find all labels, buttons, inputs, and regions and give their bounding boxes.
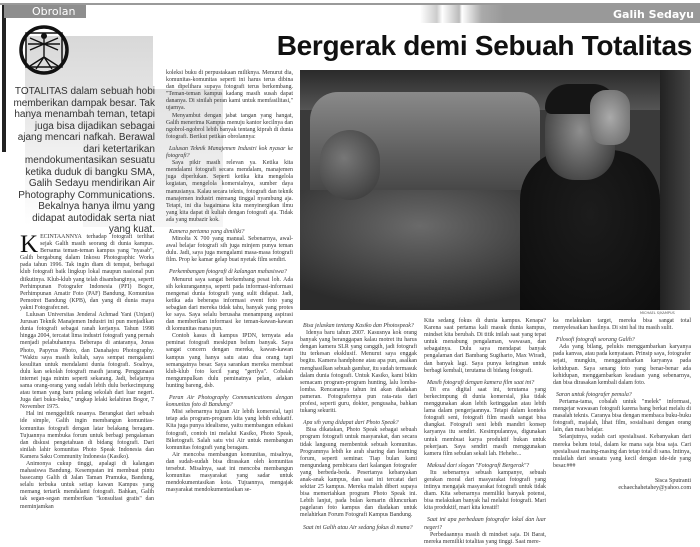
article-paragraph: Animonya cukup tinggi, apalagi di kalangan mahasiswa Bandung. Kesempatan ini membuat pintu basecamp Galih di Jalan Taman Pramuka, Bandung, selalu terbuka untuk setiap kawan Kampus yang memang tertarik mendalami fotografi. Bahkan, Galih tak segan-segan memberikan "konsultasi gratis" dan meminjamkan [20, 461, 154, 510]
article-paragraph: ka melakukan target, mereka bisa sangat total menyelesaikan hasilnya. Di sini hal itu masih sulit. [553, 318, 691, 332]
article-paragraph: Bisa dikatakan, Photo Speak sebagai sebuah program fotografi untuk masyarakat, dan secara tidak langsung membentuk sebuah komunitas. Programnya lebih ke arah sharing dan learning forum, seperti seminar. Tiap bulan kami mengundang pembicara dari kalangan fotografer yang berbeda-beda. Pesertanya kebanyakan anak-anak kampus, dan saat ini tercatat dari sekitar 25 kampus. Mereka malah diberi supaya bisa memeriahkan program Photo Speak ini. Lebih lanjut, pada bulan kemarin diluncurkan pagelaran foto kampus dan diadakan untuk melahirkan Forum Fotografi Kampus Bandung. [300, 427, 417, 519]
writer-email: echaechahetahey@yahoo.com [618, 485, 691, 492]
photo-man-hand [590, 90, 630, 145]
article-paragraph: Minolta X 700 yang manual. Sebenarnya, awal-awal belajar fotografi sih juga minjem punya teman dulu. Jadi, saya juga mengalami masa-masa fotografi film. Prop ke kamar gelap buat nyetak film sendiri. [166, 236, 293, 264]
article-paragraph: Kita sedang fokus di dunia kampus. Kenapa? Karena saat pertama kali masuk dunia kampus, mindset kita berubah. Di titik inilah saat yang tepat untuk menabung pengalaman, wawasan, dan sebagainya. Dulu saya mendapat banyak pengalaman dari Bambang Sugiharto, Max Wiradi, dan banyak lagi. Saya punya keinginan untuk berbagi kembali, terutama di bidang fotografi. [424, 318, 546, 374]
photo-credit: MICHAEL S/KAMPUS [640, 311, 675, 315]
article-column-4 [424, 318, 546, 546]
article-paragraph: Ada yang bilang, pelukis menggambarkan karyanya pada kanvas, atau pada kenyataan. Prinsip saya, fotografer sejati, mungkin, menggambarkan karyanya pada kehidupan. Saya senang foto yang benar-benar ada kehidupan, menggambarkan keadaan yang sebenarnya, dan bisa dirasakan kembali dalam foto. [553, 344, 691, 386]
article-paragraph [20, 231, 154, 312]
interview-question: Peran Air Photography Communications dengan komunitas foto di Bandung? [166, 395, 293, 409]
intro-lead: TOTALITAS dalam sebuah hobi memberikan dampak besar. Tak hanya menambah teman, tetapi juga bisa dijadikan sebagai ajang mencari nafkah. Berawal dari ketertarikan mendokumentasikan sesuatu ketika duduk di bangku SMA, Galih Sedayu mendirikan Air Photography Communications. Bekalnya hanya ilmu yang didapat autodidak serta niat yang kuat. [13, 86, 155, 235]
author-bar [420, 5, 700, 23]
interview-question: Bisa jelaskan tentang Kasiko dan Photospeak? [303, 323, 414, 329]
portrait-photo [300, 70, 690, 310]
article-paragraph: Idenya baru tahun 2007. Kasusnya kok orang banyak yang beranggapan kalau motret itu harus dengan kamera SLR yang canggih, jadi fotografi itu terkesan eksklusif. Menurut saya enggak begitu. Kamera handphone atau apa pun, asalkan menghasilkan sebuah gambar, itu sudah termasuk dalam dunia fotografi. Untuk Kasiko, kami bikin semacam program-program hunting, lalu lomba-lomba. Rencananya tahun ini akan diadakan pameran. Fotografernya pun rata-rata dari profesi, seperti guru, dokter, pengusaha, bahkan tukang sekuriti. [300, 330, 417, 415]
interview-question: Apa sih yang didapat dari Photo Speak? [303, 420, 399, 427]
article-paragraph: Menyambut dengan jabat tangan yang hangat, Galih menerima Kampus menuju kantor kecilnya dan ngobrol-ngobrol lebih banyak tentang kiprah di dunia fotografi. Berikut petikan obrolannya: [166, 112, 293, 140]
article-paragraph: Air mencoba membangun komunitas, misalnya, dan sudah-sudah bisa dirasakan oleh komunitas tersebut. Misalnya, saat ini mencoba membangun komunitas masyarakat yang sadar untuk mendokumentasikan kota. Tujuannya, mengajak masyarakat mendokumentasikan se- [166, 451, 293, 494]
interview-question: Saat ini apa perbedaan fotografer lokal dan luar negeri? [424, 517, 546, 531]
article-paragraph: koleksi buku di perpustakaan miliknya. Menurut dia, komunitas-komunitas seperti ini harus terus dibina dan dipelihara supaya fotografi terus berkembang. "Teman-teman kampus kadang masih susah dapat dananya. Di sinilah peran kami untuk memfasilitasi," ujarnya. [166, 70, 293, 112]
writer-name: Sisca Sputranti [654, 477, 691, 484]
article-column-1 [20, 231, 154, 511]
article-column-5 [553, 318, 691, 493]
interview-question: Maksud dari slogan "Fotografi Bergerak"? [427, 462, 530, 469]
interview-question: Saat ini Galih atau Air sedang fokus di mana? [303, 524, 413, 531]
article-paragraph: Lulusan Universitas Jenderal Achmad Yani (Unjani) Jurusan Teknik Manajemen Industri ini pun menjadikan dunia fotografi sebagai ranah kerjanya. Tahun 1998 hingga 2004, tercatat lima industri fotografi yang pernah menjadi pelabuhannya. Beberapa di antaranya, Jonas Photo, Papyrus Photo, dan Danahajeu Photography. "Waktu saya masih kuliah, saya sempat mengalami kesulitan untuk mendalami dunia fotografi. Soalnya, dulu kan sekolah fotografi masih jarang. Penggunaan internet juga minim seperti sekarang. Jadi, belajarnya sama orang-orang yang sudah lebih dulu berkecimpung atau teman yang baru pulang sekolah dari luar negeri. Juga dari buku-buku," ungkap lelaki kelahiran Bogor, 7 November 1975. [20, 312, 154, 411]
interview-question: Masih fotografi dengan kamera film saat ini? [427, 379, 535, 386]
article-paragraph: Contoh kasus di kampus IPDN, ternyata ada peminat fotografi meskipun belum banyak. Saya sangat concern dengan mereka, kawan-kawan kampus yang hanya satu atau dua orang tapi semangatnya besar. Saya sarankan mereka membuat klub-klub foto kecil yang "gerilya". Cobalah mengumpulkan dulu peminatnya pelan, adakan hunting bareng, dsb. [166, 333, 293, 389]
article-paragraph: Menurut saya sangat berkembang pesat loh. Ada sih kekurangannya, seperti pada informasi-informasi mengenai dunia fotografi yang sulit didapat. Jadi, ketika ada beberapa informasi event foto yang sebagian dari mereka tidak tahu, banyak yang protes ke saya. Saya selalu berusaha menampung aspirasi dan memberikan informasi ke teman-kawan-kawan di komunitas mana pun. [166, 276, 293, 333]
opening-text: ECINTAANNYA terhadap fotografi terlihat sejak Galih masih seorang di dunia kampus. Bersama teman-teman kampus yang "nyasab", Galih bergabung dalam Inkosu Photographic Works pada tahun 1996. Tak ingin diam di tempat, berbagai klub fotografi baik lingkup lokal maupun nasional pun diikutinya. Klub-klub yang telah disambanginya, seperti Perhimpunan Fotografer Indonesia (PFI) Bogor, Perhimpunan Amatir Foto (PAF) Bandung, Komunitas Pemotret Bandung (KPB), dan yang di dunia maya yakni Fotografer.net. [20, 234, 154, 311]
photo-right-edge [660, 70, 690, 310]
interview-question: Saran untuk fotografer pemula? [556, 391, 632, 398]
article-paragraph: Selanjutnya, sudah cari spesialisasi. Kebanyakan dari mereka belum total, dalam ke mana saja bisa saja. Cari spesialisasi masing-masing dan tetap total di sana. Intinya, mulailah dari sesuatu yang kecil dengan ide-ide yang besar.### [553, 434, 691, 469]
interview-question: Lulusan Teknik Manajemen Industri kok nyasar ke fotografi? [166, 145, 293, 160]
drop-cap: K [20, 231, 39, 258]
article-paragraph: Itu sebenarnya sebuah kampanye, sebuah gerakan moral dari masyarakat fotografi yang intinya mengajak masyarakat fotografi untuk tidak diam. Kita sebenarnya memiliki banyak potensi, bisa melakukan banyak hal melalui fotografi. Mari kita produktif, mari kita kreatif! [424, 469, 546, 512]
author-name: Galih Sedayu [613, 8, 694, 21]
writer-credit [553, 478, 691, 493]
headline: Bergerak demi Sebuah Totalitas [276, 30, 692, 61]
section-rubric: Obrolan [4, 5, 86, 18]
article-paragraph: Saya pikir masih relevan ya. Ketika kita mendalami fotografi secara mendalam, manajemen juga diperlukan. Seperti ketika kita mengelola kegiatan, mengelola komersialnya, sumber daya manusianya. Kalau secara teknis, fotografi dan teknik manajemen industri memang tinggal nyambung aja. Tetapi, ini dia bagaimana kita menyinergikan ilmu yang kita dapat di kuliah dengan fotografi aja. Tidak ada yang mubazir kok. [166, 160, 293, 223]
photo-cushion [320, 130, 380, 200]
article-paragraph: Misi sebenarnya tujuan Air lebih komersial, tapi tetap ada program-program kita yang lebih edukatif. Kita juga punya idealisme, yaitu membangun edukasi fotografi, contoh ini melalui Kasiko, Photo Speak, Biketografi. Salah satu visi Air untuk membangun komunitas fotografi yang beragam. [166, 409, 293, 451]
interview-question: Kamera pertama yang dimiliki? [169, 228, 245, 235]
interview-question: Perkembangan fotografi di kalangan mahasiswa? [169, 269, 287, 276]
article-paragraph: Pertama-tama, cobalah untuk "melek" informasi, mengejar wawasan fotografi karena bang berkat melalu di masalah teknis. Caranya bisa dengan membaca buku-buku fotografi, majalah, lihat film, sosialisasi dengan orang lain, dan mau belajar. [553, 398, 691, 434]
article-column-2 [166, 70, 293, 494]
article-paragraph: Hal ini menggelitik rasanya. Berangkat dari sebuah ide simple, Galih ingin membangun komunitas-komunitas fotografi dengan latar belakang beragam. Tujuannya membuka forum untuk berbagi pengalaman dan diskusi pengetahuan di bidang fotografi. Dari sinilah lahir komunitas Photo Speak Indonesia dan Kamera Saku Community Indonesia (Kasiko). [20, 411, 154, 460]
interview-question: Filosofi fotografi seorang Galih? [556, 337, 635, 344]
article-paragraph: Di era digital saat ini, terutama yang berkecimpung di dunia komersial, jika tidak menggunakan akan lebih ketinggalan atau lebih lama dalam pengerjaannya. Tetapi dalam konteks fotografi seni, fotografi film masih sangat bisa diangkat. Fotografi seni lebih mandiri konsep karyanya itu sendiri. Kesimpulannya, digunakan untuk membuat karya produktif bukan untuk pekerjaan. Saya sendiri masih menggunakan kamera film sebulan sekali lah. Hehehe... [424, 386, 546, 457]
left-rule [2, 5, 6, 152]
vitruvian-man-icon [18, 24, 70, 76]
article-paragraph: Perbedaannya masih di mindset saja. Di Barat, mereka memiliki totalitas yang tinggi. Saat mere- [424, 531, 546, 545]
article-column-3 [300, 318, 417, 532]
